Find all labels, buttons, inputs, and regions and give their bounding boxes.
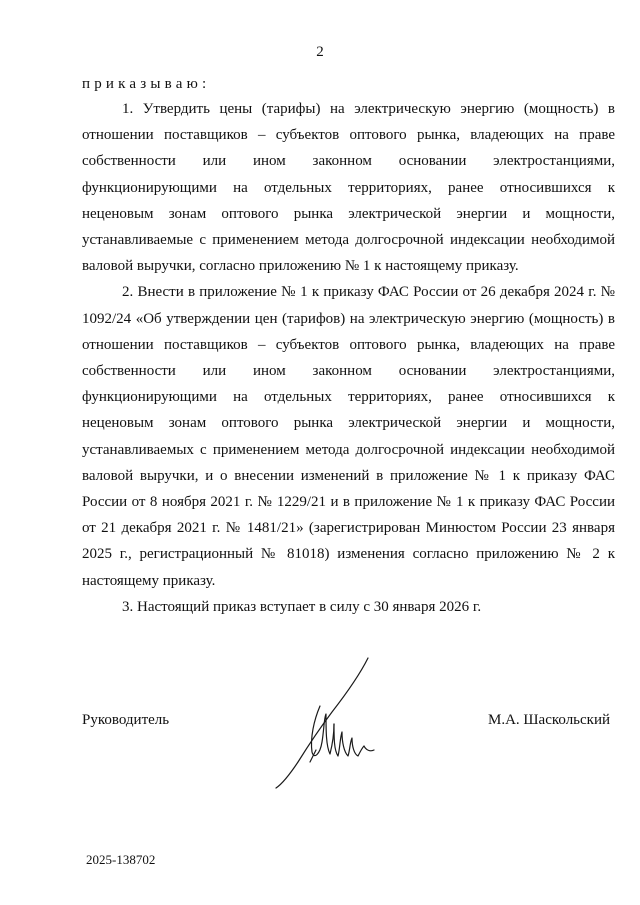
signatory-position: Руководитель	[82, 712, 170, 728]
signature-block	[0, 700, 640, 800]
order-word: приказываю:	[82, 76, 211, 92]
order-item-2: 2. Внести в приложение № 1 к приказу ФАС России от 26 декабря 2024 г. № 1092/24 «Об утверждении цен (тарифов) на электрическую энергию (мощность) в отношении поставщиков – субъектов оптового рынка, владеющих на праве собственности или ином законном основании электростанциями, функционирующими на отдельных территориях, ранее относившихся к неценовым зонам оптового рынка электрической энергии и мощности, устанавливаемых с применением метода долгосрочной индексации необходимой валовой выручки, и о внесении изменений в приложение № 1 к приказу ФАС России от 8 ноября 2021 г. № 1229/21 и в приложение № 1 к приказу ФАС России от 21 декабря 2021 г. № 1481/21» (зарегистрирован Минюстом России 23 января 2025 г., регистрационный № 81018) изменения согласно приложению № 2 к настоящему приказу.	[82, 284, 615, 589]
document-number: 2025-138702	[86, 852, 156, 867]
order-item-3: 3. Настоящий приказ вступает в силу с 30 января 2026 г.	[122, 598, 482, 615]
order-item-1: 1. Утвердить цены (тарифы) на электрическую энергию (мощность) в отношении поставщиков – субъектов оптового рынка, владеющих на праве собственности или ином законном основании электростанциями, функционирующими на отдельных территориях, ранее относившихся к неценовым зонам оптового рынка электрической энергии и мощности, устанавливаемые с применением метода долгосрочной индексации необходимой валовой выручки, согласно приложению № 1 к настоящему приказу.	[82, 101, 615, 275]
handwritten-signature	[268, 654, 378, 790]
page-number: 2	[316, 44, 324, 60]
signatory-name: М.А. Шаскольский	[488, 712, 611, 728]
order-body	[82, 96, 615, 620]
